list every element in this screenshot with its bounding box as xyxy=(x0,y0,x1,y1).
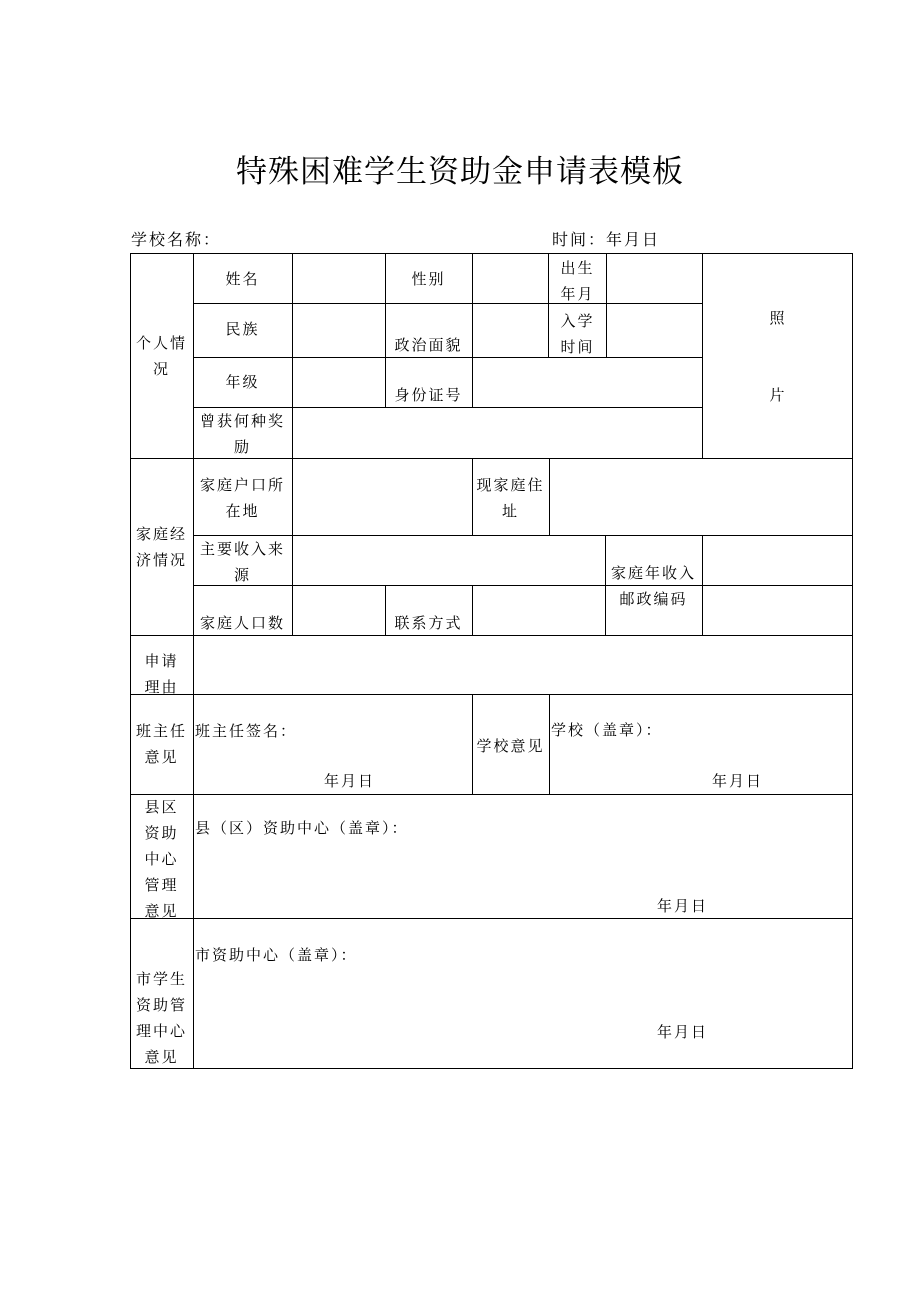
ethnicity-field[interactable] xyxy=(293,304,385,357)
family-section-label-line1: 家庭经 xyxy=(135,525,187,543)
hukou-field[interactable] xyxy=(293,459,472,535)
personal-section-label xyxy=(130,330,193,382)
county-label-line5: 意见 xyxy=(144,902,179,920)
income-source-label xyxy=(193,536,292,588)
city-label-line2: 资助管 xyxy=(135,996,187,1014)
grade-field[interactable] xyxy=(293,358,385,407)
award-label-line1: 曾获何种奖 xyxy=(199,412,285,430)
enroll-label-line2: 时间 xyxy=(560,338,595,356)
birth-label-line1: 出生 xyxy=(560,259,595,277)
address-label-line1: 现家庭住 xyxy=(476,476,545,494)
enroll-label-line1: 入学 xyxy=(560,312,595,330)
county-label-line2: 资助 xyxy=(144,824,179,842)
birth-label xyxy=(549,255,606,307)
address-label-line2: 址 xyxy=(501,502,519,520)
annual-income-label: 家庭年收入 xyxy=(610,564,696,582)
grade-label: 年级 xyxy=(225,373,260,391)
county-label-line4: 管理 xyxy=(144,876,179,894)
city-opinion-field[interactable] xyxy=(194,919,852,1068)
hukou-label-line1: 家庭户口所 xyxy=(199,476,285,494)
award-field[interactable] xyxy=(293,408,702,458)
award-label-line2: 励 xyxy=(233,438,251,456)
income-source-label-line2: 源 xyxy=(233,566,251,584)
city-label-line4: 意见 xyxy=(144,1048,179,1066)
enroll-field[interactable] xyxy=(607,304,702,357)
photo-line1: 照 xyxy=(769,309,787,327)
address-label xyxy=(472,472,549,524)
annual-income-field[interactable] xyxy=(703,536,852,585)
enroll-label xyxy=(549,308,606,360)
income-source-field[interactable] xyxy=(293,536,605,585)
gender-label: 性别 xyxy=(411,270,446,288)
photo-line2: 片 xyxy=(769,386,787,404)
school-stamp-label: 学校（盖章）： xyxy=(551,721,663,739)
teacher-label-line1: 班主任 xyxy=(135,722,187,740)
hukou-label-line2: 在地 xyxy=(225,502,260,520)
teacher-date: 年月日 xyxy=(324,772,376,790)
name-label: 姓名 xyxy=(225,270,260,288)
city-section-label xyxy=(130,966,193,1070)
family-section-label-line2: 济情况 xyxy=(135,551,187,569)
city-date: 年月日 xyxy=(657,1023,709,1041)
city-label-line1: 市学生 xyxy=(135,970,187,988)
county-date: 年月日 xyxy=(657,897,709,915)
reason-section-label xyxy=(130,648,193,700)
contact-label: 联系方式 xyxy=(394,614,463,632)
income-source-label-line1: 主要收入来 xyxy=(199,540,285,558)
contact-field[interactable] xyxy=(473,586,605,635)
county-label-line3: 中心 xyxy=(144,850,179,868)
form-title: 特殊困难学生资助金申请表模板 xyxy=(236,154,684,190)
id-field[interactable] xyxy=(473,358,702,407)
school-opinion-field[interactable] xyxy=(550,695,852,794)
birth-label-line2: 年月 xyxy=(560,285,595,303)
school-name-label: 学校名称： xyxy=(131,230,222,249)
personal-section-label-line1: 个人情 xyxy=(135,334,187,352)
family-section-label xyxy=(130,521,193,573)
reason-field[interactable] xyxy=(194,636,852,694)
political-field[interactable] xyxy=(473,304,548,357)
gender-field[interactable] xyxy=(473,254,548,303)
household-size-field[interactable] xyxy=(293,586,385,635)
political-label: 政治面貌 xyxy=(394,336,463,354)
teacher-label-line2: 意见 xyxy=(144,748,179,766)
name-field[interactable] xyxy=(293,254,385,303)
county-label-line1: 县区 xyxy=(144,798,179,816)
teacher-section-label xyxy=(130,718,193,770)
address-field[interactable] xyxy=(550,459,852,535)
reason-label-line2: 理由 xyxy=(144,678,179,696)
city-label-line3: 理中心 xyxy=(135,1022,187,1040)
hukou-label xyxy=(193,472,292,524)
birth-field[interactable] xyxy=(607,254,702,303)
county-section-label xyxy=(130,794,193,924)
city-stamp-label: 市资助中心（盖章）： xyxy=(195,946,358,964)
school-date: 年月日 xyxy=(712,772,764,790)
school-opinion-label: 学校意见 xyxy=(476,737,545,755)
id-label: 身份证号 xyxy=(394,386,463,404)
reason-label-line1: 申请 xyxy=(144,652,179,670)
postal-field[interactable] xyxy=(703,586,852,635)
county-opinion-field[interactable] xyxy=(194,795,852,918)
personal-section-label-line2: 况 xyxy=(152,360,170,378)
award-label xyxy=(193,408,292,460)
postal-label: 邮政编码 xyxy=(619,590,688,608)
ethnicity-label: 民族 xyxy=(225,320,260,338)
county-stamp-label: 县（区）资助中心（盖章）： xyxy=(195,819,409,837)
time-label: 时间：年月日 xyxy=(552,230,661,249)
household-size-label: 家庭人口数 xyxy=(199,614,285,632)
teacher-sign-label: 班主任签名： xyxy=(195,722,298,740)
